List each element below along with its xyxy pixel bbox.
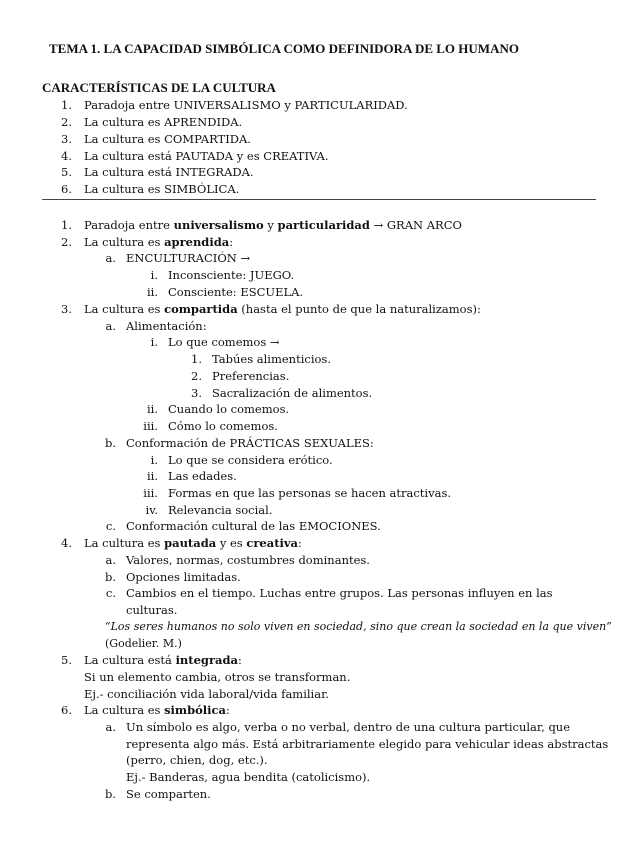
list-number: a.: [105, 251, 116, 265]
list-item: Formas en que las personas se hacen atractivas.: [168, 486, 452, 500]
list-number: a.: [105, 720, 116, 734]
list-item-continuation: (perro, chien, dog, etc.).: [126, 753, 268, 767]
list-number: ii.: [146, 402, 158, 416]
list-item: La cultura está INTEGRADA.: [84, 165, 254, 179]
list-number: iii.: [143, 486, 158, 500]
list-item: Cómo lo comemos.: [168, 419, 278, 433]
list-number: b.: [104, 570, 116, 584]
list-item: Relevancia social.: [168, 503, 273, 517]
list-number: ii.: [146, 285, 158, 299]
list-item: Lo que comemos →: [168, 335, 280, 349]
list-number: ii.: [146, 469, 158, 483]
list-number: b.: [104, 787, 116, 801]
quotation-citation: (Godelier. M.): [105, 637, 182, 650]
list-item: Las edades.: [168, 469, 237, 483]
list-number: 5.: [61, 165, 72, 179]
list-number: i.: [150, 268, 158, 282]
list-item: Paradoja entre UNIVERSALISMO y PARTICULARIDAD.: [84, 98, 408, 112]
list-number: 3.: [61, 132, 72, 146]
list-number: 3.: [61, 302, 72, 316]
list-number: a.: [105, 553, 116, 567]
list-item-continuation: representa algo más. Está arbitrariamente elegido para vehicular ideas abstractas: [126, 737, 609, 751]
list-number: iii.: [143, 419, 158, 433]
list-item: Cambios en el tiempo. Luchas entre grupos. Las personas influyen en las: [126, 586, 553, 600]
list-item: Opciones limitadas.: [126, 570, 241, 584]
list-number: 5.: [61, 653, 72, 667]
list-number: iv.: [145, 503, 158, 517]
quotation: “Los seres humanos no solo viven en sociedad, sino que crean la sociedad en la que viven”: [105, 620, 612, 633]
list-item: Inconsciente: JUEGO.: [168, 268, 295, 282]
list-item-continuation: Ej.- Banderas, agua bendita (catolicismo).: [126, 770, 371, 784]
list-item: La cultura es pautada y es creativa:: [84, 536, 302, 550]
list-item: Tabúes alimenticios.: [212, 352, 331, 366]
list-item: La cultura es COMPARTIDA.: [84, 132, 251, 146]
list-number: i.: [150, 335, 158, 349]
page-title: TEMA 1. LA CAPACIDAD SIMBÓLICA COMO DEFINIDORA DE LO HUMANO: [49, 41, 519, 56]
list-item-text: Si un elemento cambia, otros se transforman.: [84, 670, 351, 684]
list-item: Consciente: ESCUELA.: [168, 285, 304, 299]
section-heading: CARACTERÍSTICAS DE LA CULTURA: [42, 80, 276, 95]
list-number: c.: [105, 586, 116, 600]
list-item: La cultura está integrada:: [84, 653, 242, 667]
list-item: Lo que se considera erótico.: [168, 453, 333, 467]
horizontal-divider: [42, 199, 596, 200]
list-number: b.: [104, 436, 116, 450]
list-item: Valores, normas, costumbres dominantes.: [126, 553, 370, 567]
list-number: 4.: [61, 536, 72, 550]
list-number: c.: [105, 519, 116, 533]
list-number: 6.: [61, 182, 72, 196]
list-number: 4.: [61, 149, 72, 163]
list-item: Sacralización de alimentos.: [212, 386, 373, 400]
list-item: La cultura es SIMBÓLICA.: [84, 182, 240, 196]
list-item-continuation: culturas.: [126, 603, 178, 617]
list-item: ENCULTURACIÓN →: [126, 251, 251, 265]
list-item: Se comparten.: [126, 787, 211, 801]
list-item: Un símbolo es algo, verba o no verbal, dentro de una cultura particular, que: [126, 720, 571, 734]
list-item: Conformación cultural de las EMOCIONES.: [126, 519, 381, 533]
list-item: La cultura es compartida (hasta el punto de que la naturalizamos):: [84, 302, 481, 316]
list-number: 1.: [61, 98, 72, 112]
list-item: Preferencias.: [212, 369, 290, 383]
list-item: Paradoja entre universalismo y particularidad → GRAN ARCO: [84, 218, 462, 232]
list-number: 1.: [61, 218, 72, 232]
list-number: 1.: [191, 352, 202, 366]
list-number: 3.: [191, 386, 202, 400]
list-item: La cultura es APRENDIDA.: [84, 115, 243, 129]
list-item-text: Ej.- conciliación vida laboral/vida familiar.: [84, 687, 329, 701]
list-item: Alimentación:: [126, 319, 207, 333]
list-item: La cultura es aprendida:: [84, 235, 234, 249]
list-item: Conformación de PRÁCTICAS SEXUALES:: [126, 436, 374, 450]
list-number: 2.: [191, 369, 202, 383]
list-item: La cultura está PAUTADA y es CREATIVA.: [84, 149, 329, 163]
list-item: Cuando lo comemos.: [168, 402, 290, 416]
list-number: a.: [105, 319, 116, 333]
list-number: 2.: [61, 115, 72, 129]
list-number: 6.: [61, 703, 72, 717]
list-number: i.: [150, 453, 158, 467]
list-item: La cultura es simbólica:: [84, 703, 230, 717]
list-number: 2.: [61, 235, 72, 249]
